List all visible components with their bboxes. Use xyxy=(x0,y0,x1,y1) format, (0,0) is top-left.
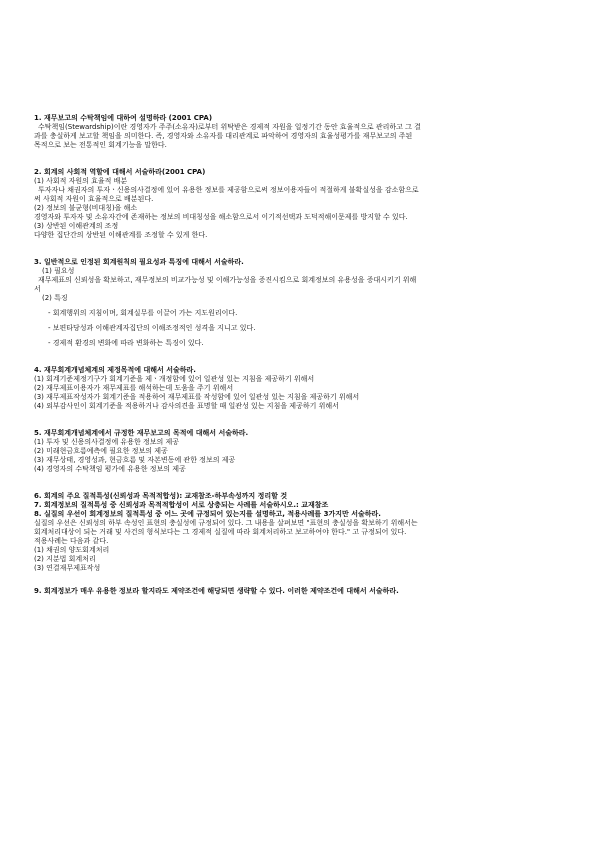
section-3-subheading: (1) 필요성 xyxy=(42,267,75,275)
section-8-line: (2) 지분법 회계처리 xyxy=(34,555,96,563)
section-8-line: (1) 채권의 양도회계처리 xyxy=(34,546,110,554)
section-3-bullet: - 경제적 환경의 변화에 따라 변화하는 특징이 있다. xyxy=(48,339,204,347)
section-8-title: 8. 실질의 우선이 회계정보의 질적특성 중 어느 곳에 규정되어 있는지를 설명하고, 적용사례를 3가지만 서술하라. xyxy=(34,510,381,518)
section-3-bullet: - 보편타당성과 이해관계자집단의 이해조정적인 성격을 지니고 있다. xyxy=(48,324,256,332)
section-2-line: (3) 상반된 이해관계의 조정 xyxy=(34,222,119,230)
section-5-line: (4) 경영자의 수탁책임 평가에 유용한 정보의 제공 xyxy=(34,465,186,473)
section-5-line: (3) 재무상태, 경영성과, 현금흐름 및 자본변동에 관한 정보의 제공 xyxy=(34,456,236,464)
section-5-title: 5. 재무회계개념체계에서 규정한 재무보고의 목적에 대해서 서술하라. xyxy=(34,429,249,437)
section-8-line: 실질의 우선은 신뢰성의 하부 속성인 표현의 충실성에 규정되어 있다. 그 내용을 살펴보면 "표현의 충실성을 확보하기 위해서는 xyxy=(34,519,418,527)
section-9-title: 9. 회계정보가 매우 유용한 정보라 할지라도 제약조건에 해당되면 생략할 수 있다. 이러한 제약조건에 대해서 서술하라. xyxy=(34,587,399,595)
section-2-line: 써 사회적 자원이 효율적으로 배분된다. xyxy=(34,195,154,203)
section-8-line: 회계처리대상이 되는 거래 및 사건의 형식보다는 그 경제적 실질에 따라 회계처리하고 보고하여야 한다." 고 규정되어 있다. xyxy=(34,528,407,536)
section-2-line: 다양한 집단간의 상반된 이해관계를 조정할 수 있게 한다. xyxy=(34,231,208,239)
section-4-title: 4. 재무회계개념체계의 제정목적에 대해서 서술하라. xyxy=(34,366,196,374)
section-3-line: 재무제표의 신뢰성을 확보하고, 재무정보의 비교가능성 및 이해가능성을 증진시킴으로 회계정보의 유용성을 증대시키기 위해 xyxy=(38,276,417,284)
section-1-line: 수탁책임(Stewardship)이란 경영자가 주주(소유자)로부터 위탁받은 경제적 자원을 일정기간 동안 효율적으로 관리하고 그 결 xyxy=(38,123,421,131)
section-2-line: (2) 정보의 불균형(비대칭)을 해소 xyxy=(34,204,138,212)
section-1-line: 과를 충실하게 보고할 책임을 의미한다. 즉, 경영자와 소유자를 대리관계로 파악하여 경영자의 효율성평가를 재무보고의 주된 xyxy=(34,132,413,140)
section-4-line: (2) 재무제표이용자가 재무제표를 해석하는데 도움을 주기 위해서 xyxy=(34,384,234,392)
section-4-line: (1) 회계기준제정기구가 회계기준을 제ㆍ개정함에 있어 일관성 있는 지침을 제공하기 위해서 xyxy=(34,375,315,383)
section-2-line: 경영자와 투자자 및 소유자간에 존재하는 정보의 비대칭성을 해소함으로서 이기적선택과 도덕적해이문제를 방지할 수 있다. xyxy=(34,213,408,221)
section-3-bullet: - 회계행위의 지침이며, 회계실무를 이끌어 가는 지도원리이다. xyxy=(48,309,238,317)
section-8-line: (3) 연결재무제표작성 xyxy=(34,564,101,572)
section-4-line: (3) 재무제표작성자가 회계기준을 적용하여 재무제표를 작성함에 있어 일관성 있는 지침을 제공하기 위해서 xyxy=(34,393,360,401)
section-3-subheading: (2) 특징 xyxy=(42,294,68,302)
section-5-line: (2) 미래현금흐름예측에 필요한 정보의 제공 xyxy=(34,447,168,455)
section-1-line: 목적으로 보는 전통적인 회계기능을 말한다. xyxy=(34,141,167,149)
section-4-line: (4) 외부감사인이 회계기준을 적용하거나 감사의견을 표명할 때 일관성 있는 지침을 제공하기 위해서 xyxy=(34,402,339,410)
section-2-title: 2. 회계의 사회적 역할에 대해서 서술하라(2001 CPA) xyxy=(34,168,206,176)
section-1-title: 1. 재무보고의 수탁책임에 대하여 설명하라 (2001 CPA) xyxy=(34,114,213,122)
section-2-line: 투자자나 채권자의 투자ㆍ신용의사결정에 있어 유용한 정보를 제공함으로써 정보이용자들이 적절하게 불확실성을 감소함으로 xyxy=(38,186,419,194)
section-5-line: (1) 투자 및 신용의사결정에 유용한 정보의 제공 xyxy=(34,438,179,446)
section-3-line: 서 xyxy=(34,285,41,293)
section-3-title: 3. 일반적으로 인정된 회계원칙의 필요성과 특징에 대해서 서술하라. xyxy=(34,258,244,266)
document-page xyxy=(34,114,564,596)
section-7-title: 7. 회계정보의 질적특성 중 신뢰성과 목적적합성이 서로 상충되는 사례를 서술하시오.: 교재참조 xyxy=(34,501,329,509)
section-2-line: (1) 사회적 자원의 효율적 배분 xyxy=(34,177,128,185)
section-8-line: 적용사례는 다음과 같다. xyxy=(34,537,109,545)
section-6-title: 6. 회계의 주요 질적특성(신뢰성과 목적적합성): 교재참조-하부속성까지 정리할 것 xyxy=(34,492,288,500)
